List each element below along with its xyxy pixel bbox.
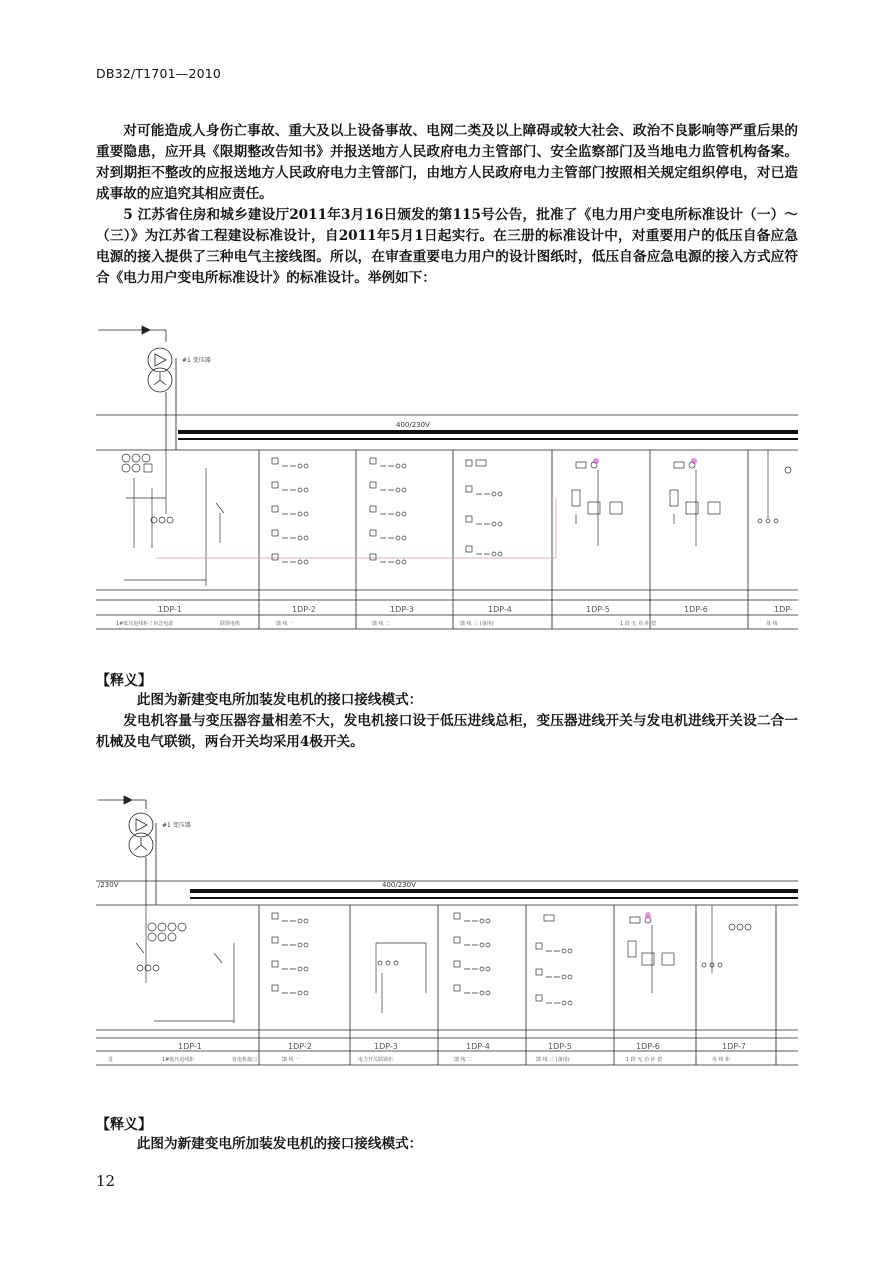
explanation-1-line-2: 发电机容量与变压器容量相差不大，发电机接口设于低压进线总柜，变压器进线开关与发电机进线开关设二合一机械及电气联锁，两台开关均采用4极开关。 — [96, 713, 798, 750]
transformer-symbol-2 — [129, 813, 153, 857]
svg-text:/230V: /230V — [98, 881, 119, 889]
svg-text:母 线 柜: 母 线 柜 — [712, 1057, 731, 1063]
svg-text:馈 线 一: 馈 线 一 — [282, 1057, 301, 1063]
svg-text:400/230V: 400/230V — [396, 421, 430, 429]
svg-text:400/230V: 400/230V — [382, 881, 416, 889]
svg-text:#1 变压器: #1 变压器 — [162, 822, 191, 829]
wiring-diagram-1 — [96, 318, 798, 632]
svg-text:1 段 无 功 补 偿: 1 段 无 功 补 偿 — [620, 621, 657, 627]
svg-text:1DP-3: 1DP-3 — [374, 1042, 398, 1051]
svg-text:1DP-5: 1DP-5 — [548, 1042, 572, 1051]
transformer-symbol — [148, 348, 172, 392]
svg-text:1DP-1: 1DP-1 — [158, 605, 182, 614]
paragraph-standard-design: 5 江苏省住房和城乡建设厅2011年3月16日颁发的第115号公告，批准了《电力用户变电所标准设计（一）～（三）》为江苏省工程建设标准设计，自2011年5月1日起实行。在三册的标准设计中，对重要用户的低压自备应急电源的接入提供了三种电气主接线图。所以，在审查重要电力用户的设计图纸时，低压自备应急电源的接入方式应符合《电力用户变电所标准设计》的标准设计。举例如下： — [96, 207, 798, 286]
svg-text:发电机接口: 发电机接口 — [232, 1057, 258, 1063]
explanation-heading-2: 【释义】 — [96, 1117, 152, 1133]
svg-text:1DP-2: 1DP-2 — [288, 1042, 312, 1051]
svg-text:1#低压进线柜: 1#低压进线柜 — [162, 1057, 195, 1063]
svg-text:馈 线 三 (备用): 馈 线 三 (备用) — [460, 621, 494, 627]
svg-text:1DP-1: 1DP-1 — [178, 1042, 202, 1051]
svg-text:联络电缆: 联络电缆 — [220, 621, 241, 627]
svg-text:馈 线 二: 馈 线 二 — [454, 1057, 473, 1063]
paragraph-hazard-notice: 对可能造成人身伤亡事故、重大及以上设备事故、电网二类及以上障碍或较大社会、政治不良影响等严重后果的重要隐患，应开具《限期整改告知书》并报送地方人民政府电力主管部门、安全监察部门及当地电力监管机构备案。对到期拒不整改的应报送地方人民政府电力主管部门，由地方人民政府电力主管部门按照相关规定组织停电，对已造成事故的应追究其相应责任。 — [96, 123, 798, 202]
svg-text:1DP-3: 1DP-3 — [390, 605, 414, 614]
svg-text:1 段 无 功 补 偿: 1 段 无 功 补 偿 — [626, 1057, 663, 1063]
explanation-1-line-1: 此图为新建变电所加装发电机的接口接线模式： — [136, 692, 423, 708]
document-code: DB32/T1701—2010 — [96, 66, 222, 81]
svg-text:1#低压进线柜 / 应急电源: 1#低压进线柜 / 应急电源 — [116, 621, 174, 627]
svg-text:馈 线 三 (备用): 馈 线 三 (备用) — [536, 1057, 570, 1063]
explanation-heading-1: 【释义】 — [96, 673, 152, 689]
svg-text:1DP-4: 1DP-4 — [488, 605, 512, 614]
svg-text:馈 线 二: 馈 线 二 — [372, 621, 391, 627]
svg-text:1DP-6: 1DP-6 — [684, 605, 708, 614]
svg-text:电力开关联锁柜: 电力开关联锁柜 — [358, 1057, 394, 1063]
explanation-2-line-1: 此图为新建变电所加装发电机的接口接线模式： — [136, 1136, 423, 1152]
svg-text:进: 进 — [108, 1057, 114, 1063]
svg-text:馈 线 一: 馈 线 一 — [276, 621, 295, 627]
wiring-diagram-2 — [96, 793, 798, 1069]
svg-text:1DP-2: 1DP-2 — [292, 605, 316, 614]
svg-text:母 线: 母 线 — [766, 621, 778, 627]
page-number: 12 — [96, 1172, 116, 1190]
svg-text:1DP-5: 1DP-5 — [586, 605, 610, 614]
svg-text:1DP-6: 1DP-6 — [636, 1042, 660, 1051]
svg-text:#1 变压器: #1 变压器 — [182, 357, 211, 364]
svg-text:1DP-4: 1DP-4 — [466, 1042, 490, 1051]
svg-text:1DP-7: 1DP-7 — [722, 1042, 746, 1051]
svg-text:1DP-: 1DP- — [774, 605, 793, 614]
